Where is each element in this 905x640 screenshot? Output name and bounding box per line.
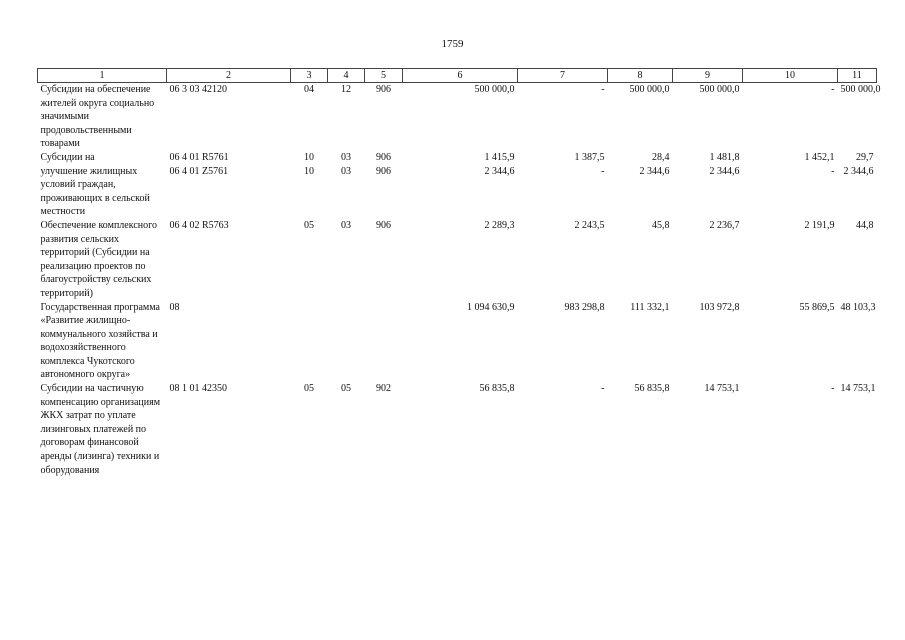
- row-value-6: 500 000,0: [474, 84, 515, 95]
- column-header: 10: [743, 69, 838, 83]
- row-value-6: 56 835,8: [479, 383, 515, 395]
- row-subsection: 03: [341, 151, 351, 163]
- row-code: 08: [169, 301, 180, 313]
- row-value-10: -: [831, 165, 835, 177]
- column-header: 5: [365, 69, 403, 83]
- table-row: [38, 382, 877, 477]
- row-value-6: 2 289,3: [484, 219, 515, 231]
- row-name: Субсидии на обеспечение жителей округа социально значимыми продовольственными товарами: [40, 84, 155, 150]
- row-value-8: 500 000,0: [629, 84, 670, 95]
- row-value-8: 56 835,8: [634, 383, 670, 395]
- column-header: 11: [838, 69, 877, 83]
- row-value-7: 1 387,5: [574, 151, 605, 163]
- row-subsection: 12: [341, 84, 351, 95]
- row-name: Субсидии на: [40, 151, 95, 163]
- row-value-11: 44,8: [856, 219, 874, 231]
- row-value-8: 2 344,6: [639, 165, 670, 177]
- row-ministry: 902: [376, 383, 391, 395]
- row-value-11: 14 753,1: [840, 383, 876, 395]
- row-ministry: [365, 301, 403, 383]
- row-subsection: 03: [341, 219, 351, 231]
- row-value-11: 2 344,6: [843, 165, 874, 177]
- row-name: Обеспечение комплексного развития сельских территорий (Субсидии на реализацию проектов по благоустройству сельских территорий): [40, 219, 157, 299]
- row-section: 10: [304, 165, 314, 177]
- row-section: 05: [304, 219, 314, 231]
- row-code: 06 4 02 R5763: [169, 219, 229, 231]
- row-value-8: 111 332,1: [630, 301, 670, 313]
- row-subsection: [328, 301, 365, 383]
- row-value-11: 48 103,3: [840, 301, 876, 313]
- row-ministry: 906: [376, 84, 391, 95]
- row-value-8: 28,4: [652, 151, 670, 163]
- row-value-10: 2 191,9: [804, 219, 835, 231]
- row-value-9: 2 344,6: [709, 165, 740, 177]
- row-value-9: 14 753,1: [704, 383, 740, 395]
- column-header: 2: [167, 69, 291, 83]
- row-value-7: 2 243,5: [574, 219, 605, 231]
- row-section: 04: [304, 84, 314, 95]
- column-header: 6: [403, 69, 518, 83]
- row-subsection: 03: [341, 165, 351, 177]
- row-value-7: -: [601, 84, 605, 95]
- table-row: [38, 165, 877, 219]
- column-header: 7: [518, 69, 608, 83]
- row-ministry: 906: [376, 151, 391, 163]
- budget-table: [37, 68, 881, 477]
- column-header: 8: [608, 69, 673, 83]
- row-value-9: 1 481,8: [709, 151, 740, 163]
- row-value-8: 45,8: [652, 219, 670, 231]
- page-number: 1759: [441, 38, 464, 50]
- column-header: 3: [291, 69, 328, 83]
- row-code: 06 3 03 42120: [169, 84, 227, 95]
- row-ministry: 906: [376, 165, 391, 177]
- table-row: [38, 301, 877, 383]
- column-header: 4: [328, 69, 365, 83]
- row-value-9: 500 000,0: [699, 84, 740, 95]
- table-row: [38, 151, 877, 165]
- table-row: [38, 83, 877, 151]
- row-value-11: 29,7: [856, 151, 874, 163]
- row-value-6: 2 344,6: [484, 165, 515, 177]
- row-value-10: 55 869,5: [799, 301, 835, 313]
- row-subsection: 05: [341, 383, 351, 395]
- row-value-10: -: [831, 84, 835, 95]
- table-body: [38, 83, 881, 478]
- row-name: Субсидии на частичную компенсацию организациям ЖКХ затрат по уплате лизинговых платежей по договорам финансовой аренды (лизинга) техники и оборудования: [40, 383, 161, 476]
- row-value-7: 983 298,8: [564, 301, 605, 313]
- row-name: улучшение жилищных условий граждан, проживающих в сельской местности: [40, 165, 150, 218]
- row-section: 05: [304, 383, 314, 395]
- row-code: 08 1 01 42350: [169, 383, 227, 395]
- row-value-6: 1 094 630,9: [467, 301, 515, 313]
- row-value-11: 500 000,0: [840, 84, 881, 95]
- row-value-9: 2 236,7: [709, 219, 740, 231]
- row-code: 06 4 01 R5761: [169, 151, 229, 163]
- row-value-10: 1 452,1: [804, 151, 835, 163]
- table-row: [38, 219, 877, 301]
- row-value-7: -: [601, 165, 605, 177]
- row-section: [291, 301, 328, 383]
- row-code: 06 4 01 Z5761: [169, 165, 229, 177]
- row-value-7: -: [601, 383, 605, 395]
- row-value-9: 103 972,8: [699, 301, 740, 313]
- column-header: 1: [38, 69, 167, 83]
- row-value-10: -: [831, 383, 835, 395]
- column-number-header: [38, 69, 877, 83]
- column-header: 9: [673, 69, 743, 83]
- row-name: Государственная программа «Развитие жилищно-коммунального хозяйства и водохозяйственного комплекса Чукотского автономного округа»: [40, 301, 160, 381]
- row-section: 10: [304, 151, 314, 163]
- row-value-6: 1 415,9: [484, 151, 515, 163]
- row-ministry: 906: [376, 219, 391, 231]
